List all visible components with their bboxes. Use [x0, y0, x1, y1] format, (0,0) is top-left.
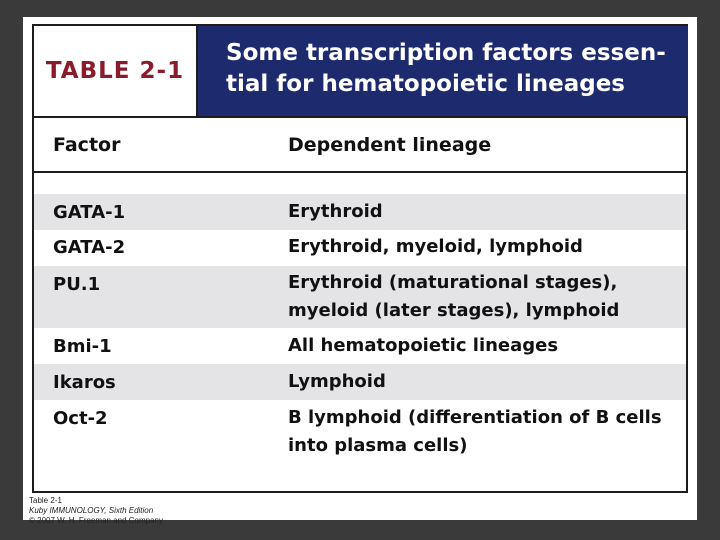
- credit-line-2: [29, 506, 163, 516]
- lineage-cell: [288, 269, 683, 325]
- lineage-line: Erythroid: [288, 201, 383, 222]
- factor-cell: PU.1: [53, 274, 101, 295]
- lineage-cell: [288, 404, 683, 460]
- lineage-line: into plasma cells): [288, 435, 468, 456]
- lineage-cell: [288, 332, 683, 360]
- table-row: [34, 328, 686, 364]
- table-title-line-2: tial for hematopoietic lineages: [226, 71, 625, 97]
- table-row: [34, 266, 686, 328]
- factor-cell: GATA-1: [53, 202, 126, 223]
- factor-cell: Bmi-1: [53, 336, 112, 357]
- column-header-lineage: Dependent lineage: [288, 134, 492, 156]
- credit-line-3: © 2007 W. H. Freeman and Company: [29, 516, 163, 525]
- lineage-line: B lymphoid (differentiation of B cells: [288, 407, 662, 428]
- table-row: [34, 230, 686, 266]
- factor-cell: Oct-2: [53, 408, 108, 429]
- column-header-factor: Factor: [53, 134, 121, 156]
- table-row: [34, 194, 686, 230]
- source-credit: [29, 496, 163, 526]
- credit-book-title: Kuby IMMUNOLOGY, Sixth Edition: [29, 506, 154, 515]
- lineage-line: myeloid (later stages), lymphoid: [288, 300, 620, 321]
- lineage-cell: [288, 198, 683, 226]
- data-table: [32, 24, 688, 493]
- credit-line-1: Table 2-1: [29, 496, 62, 505]
- table-title: [198, 26, 688, 116]
- factor-cell: GATA-2: [53, 237, 126, 258]
- table-title-line-1: Some transcription factors essen-: [226, 40, 666, 66]
- lineage-cell: [288, 368, 683, 396]
- lineage-line: Erythroid (maturational stages),: [288, 272, 618, 293]
- lineage-line: All hematopoietic lineages: [288, 335, 559, 356]
- table-number-label: TABLE 2-1: [34, 26, 198, 116]
- table-row: [34, 364, 686, 400]
- column-header-row: [34, 118, 686, 173]
- slide: [23, 17, 697, 525]
- factor-cell: Ikaros: [53, 372, 116, 393]
- lineage-line: Erythroid, myeloid, lymphoid: [288, 236, 583, 257]
- lineage-line: Lymphoid: [288, 371, 386, 392]
- lineage-cell: [288, 233, 683, 261]
- table-row: [34, 400, 686, 464]
- table-header: [34, 26, 686, 118]
